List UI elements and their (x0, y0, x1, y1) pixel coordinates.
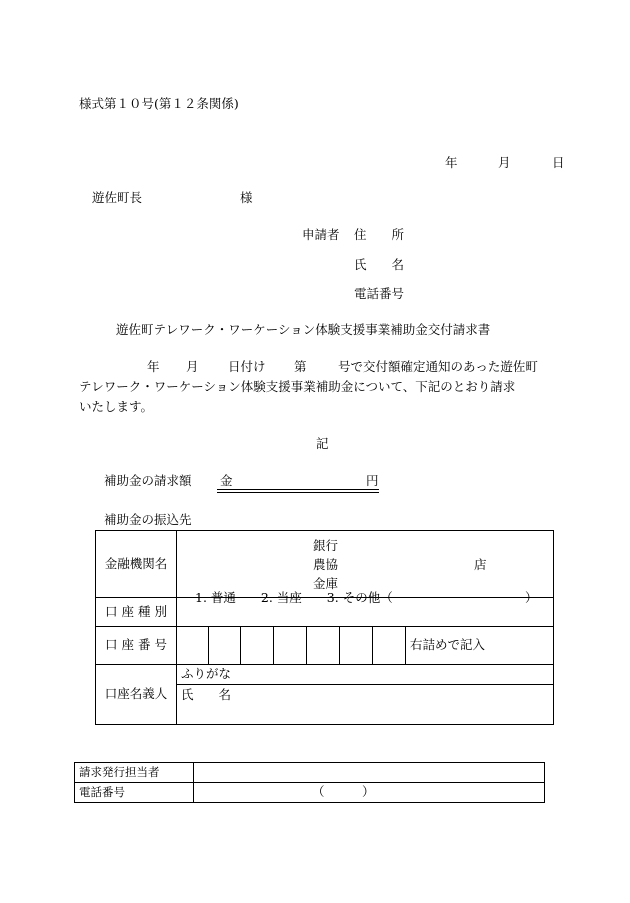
account-digit-1[interactable] (177, 627, 209, 665)
claim-suffix: 円 (366, 473, 379, 488)
applicant-name-label: 氏 名 (354, 257, 405, 272)
issuer-table (74, 762, 545, 803)
addressee-honorific: 様 (240, 190, 253, 205)
claim-prefix: 金 (220, 473, 233, 488)
applicant-label: 申請者 (302, 227, 340, 242)
claim-label: 補助金の請求額 (104, 473, 192, 488)
account-type-label: 口 座 種 別 (96, 598, 177, 627)
institution-field[interactable] (177, 531, 554, 598)
holder-name-label[interactable]: 氏 名 (177, 685, 554, 725)
institution-label: 金融機関名 (96, 531, 177, 598)
transfer-table (95, 530, 554, 725)
holder-label: 口座名義人 (96, 665, 177, 725)
account-digit-3[interactable] (241, 627, 274, 665)
account-type-options: 1. 普通 2. 当座 3. その他（ (195, 590, 393, 605)
account-digit-6[interactable] (340, 627, 373, 665)
account-type-field[interactable] (177, 590, 554, 627)
institution-type-agri: 農協 (313, 557, 339, 572)
issuer-phone-paren-close: ） (362, 784, 375, 799)
issuer-phone-paren-open: （ (312, 784, 325, 799)
branch-label: 店 (474, 557, 487, 572)
account-type-close: ） (525, 590, 538, 605)
date-month: 月 (498, 155, 511, 170)
addressee-name: 遊佐町長 (92, 190, 143, 205)
account-digit-7[interactable] (373, 627, 406, 665)
ki-heading: 記 (316, 436, 329, 451)
issuer-phone-field[interactable] (194, 783, 545, 803)
institution-type-bank: 銀行 (313, 538, 339, 553)
account-digit-4[interactable] (274, 627, 307, 665)
body-line2: テレワーク・ワーケーション体験支援事業補助金について、下記のとおり請求 (79, 379, 516, 394)
date-year: 年 (445, 155, 458, 170)
applicant-address-label: 住 所 (354, 227, 405, 242)
issuer-phone-label: 電話番号 (75, 783, 194, 803)
document-title: 遊佐町テレワーク・ワーケーション体験支援事業補助金交付請求書 (116, 322, 491, 337)
account-number-label: 口 座 番 号 (96, 627, 177, 665)
body-num: 第 (294, 359, 307, 374)
body-year: 年 (147, 359, 160, 374)
date-day: 日 (552, 155, 565, 170)
account-digit-5[interactable] (307, 627, 340, 665)
account-number-note: 右詰めで記入 (406, 627, 554, 665)
body-line3: いたします。 (79, 399, 154, 414)
issuer-person-label: 請求発行担当者 (75, 763, 194, 783)
body-month: 月 (186, 359, 199, 374)
applicant-phone-label: 電話番号 (354, 286, 405, 301)
account-digit-2[interactable] (209, 627, 241, 665)
body-line1-rest: 号で交付額確定通知のあった遊佐町 (338, 359, 538, 374)
institution-type-shinkin: 金庫 (313, 576, 339, 591)
transfer-heading: 補助金の振込先 (104, 512, 192, 527)
issuer-person-field[interactable] (194, 763, 545, 783)
body-dated: 日付け (228, 359, 266, 374)
furigana-label[interactable]: ふりがな (177, 665, 554, 685)
claim-amount-underline (217, 489, 379, 493)
form-number: 様式第１０号(第１２条関係) (79, 96, 239, 111)
